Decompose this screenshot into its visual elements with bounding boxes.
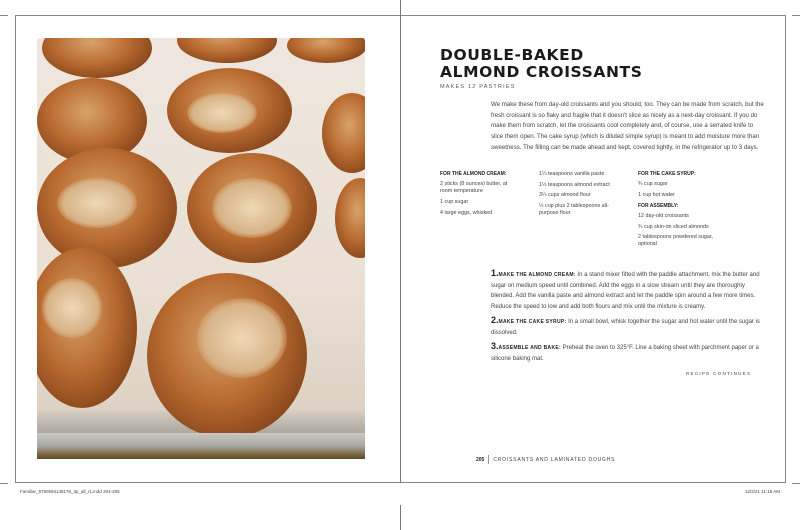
crop-mark xyxy=(792,483,800,484)
ingredients-almond-cream: FOR THE ALMOND CREAM: 2 sticks (8 ounces) butter, at room temperature 1 cup sugar 4 large eggs, whisked xyxy=(440,171,508,216)
crop-mark xyxy=(0,15,8,16)
step-1: 1.MAKE THE ALMOND CREAM: In a stand mixer fitted with the paddle attachment, mix the butter and sugar on medium speed until combined. Add the eggs in a slow stream until they are thoroughly blended. Add the vanilla paste and almond extract and let the paddle spin around a few more times. Reduce the speed to low and add both flours and mix until the mixture is creamy. xyxy=(491,268,760,310)
recipe-title: DOUBLE-BAKED ALMOND CROISSANTS xyxy=(440,46,643,81)
page-number: 205 xyxy=(476,456,485,463)
slug-filename: Familiar_9780593138176_3p_all_r1.indd 204-205 xyxy=(20,489,120,494)
recipe-intro: We make these from day-old croissants and you should, too. They can be made from scratch, but the fresh croissant is so flaky and fragile that it doesn't slice as nicely as a next-day croissant. If you do make them from scratch, let the croissants cool completely and, of course, use a serrated knife to slice them open. The cake syrup (which is diluted simple syrup) is meant to add moisture more than sweetness. The filling can be made ahead and kept, covered tightly, in the refrigerator up to 3 days. xyxy=(491,101,764,151)
gutter-line xyxy=(400,0,401,483)
step-3: 3.ASSEMBLE AND BAKE: Preheat the oven to 325°F. Line a baking sheet with parchment paper or a silicone baking mat. xyxy=(491,341,759,362)
slug-divider xyxy=(400,505,401,530)
crop-mark xyxy=(0,483,8,484)
ingredients-almond-cream-cont: 1¼ teaspoons vanilla paste 1½ teaspoons almond extract 3¼ cups almond flour ½ cup plus 2 tablespoons all-purpose flour xyxy=(539,171,610,217)
step-2: 2.MAKE THE CAKE SYRUP: In a small bowl, whisk together the sugar and hot water until the sugar is dissolved. xyxy=(491,315,760,336)
page-folio xyxy=(476,455,615,464)
recipe-steps xyxy=(491,268,765,367)
ingredients-syrup-assembly: FOR THE CAKE SYRUP: ¾ cup sugar 1 cup hot water FOR ASSEMBLY: 12 day-old croissants ¾ cup skin-on sliced almonds 2 tablespoons powdered sugar, optional xyxy=(638,171,713,248)
croissant-photo xyxy=(37,38,365,459)
recipe-yield: MAKES 12 PASTRIES xyxy=(440,84,516,90)
section-title: CROISSANTS AND LAMINATED DOUGHS xyxy=(493,456,616,463)
crop-mark xyxy=(792,15,800,16)
recipe-continues: RECIPE CONTINUES xyxy=(686,371,752,376)
slug-date: 12/2/21 11:16 AM xyxy=(745,489,780,494)
